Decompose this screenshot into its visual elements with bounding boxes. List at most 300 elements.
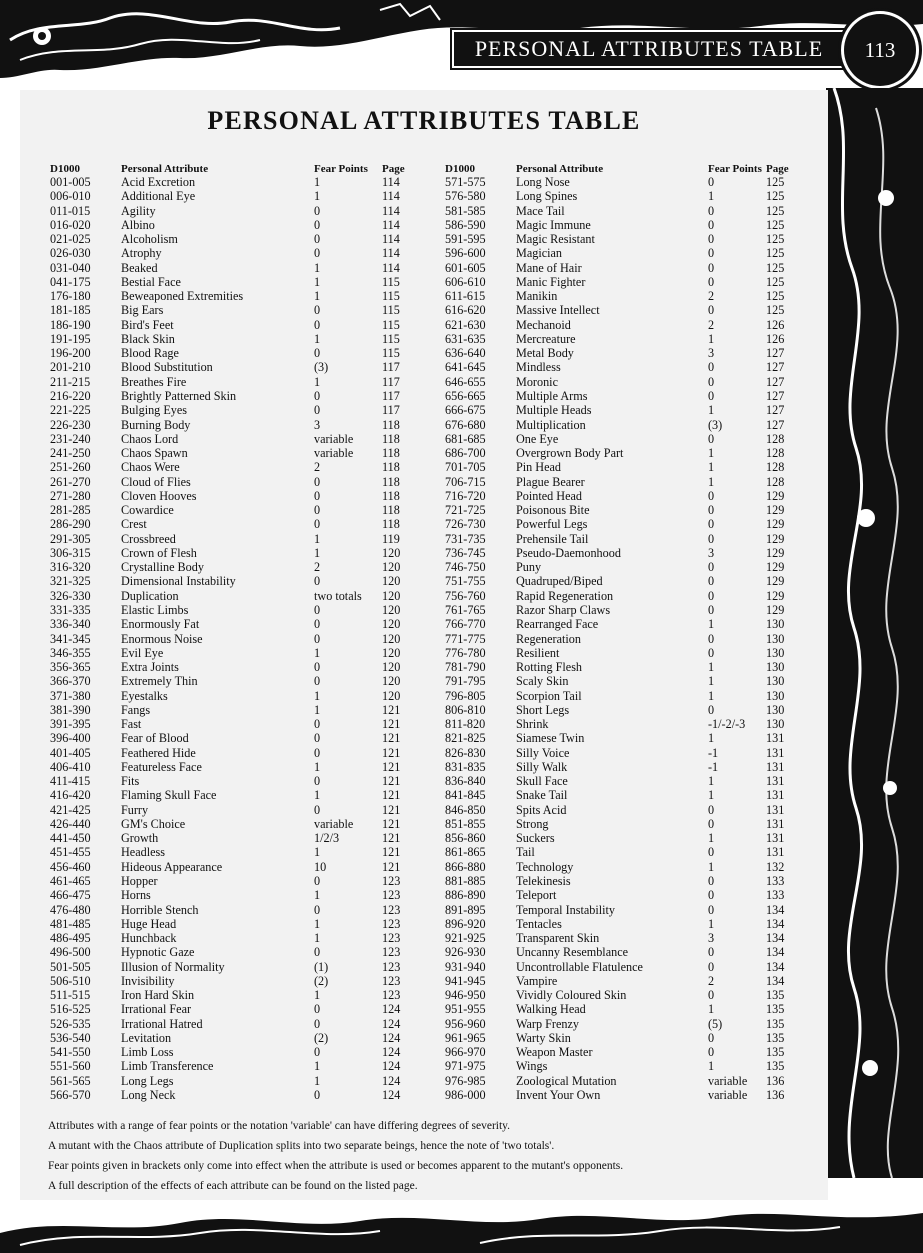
page-ref: 134 <box>766 973 785 988</box>
fear-points: 2 <box>708 973 715 988</box>
attribute-name: Technology <box>516 859 574 874</box>
page-ref: 124 <box>382 1045 401 1060</box>
attribute-name: Pin Head <box>516 460 562 475</box>
attribute-name: Fast <box>121 717 142 732</box>
roll-range: 381-390 <box>50 702 91 717</box>
page-ref: 119 <box>382 531 400 546</box>
table-row <box>445 845 806 859</box>
fear-points: 2 <box>708 289 715 304</box>
attribute-name: Extremely Thin <box>121 674 198 689</box>
page-ref: 123 <box>382 902 401 917</box>
roll-range: 591-595 <box>445 232 486 247</box>
roll-range: 596-600 <box>445 246 486 261</box>
page-ref: 130 <box>766 674 785 689</box>
attribute-name: Limb Loss <box>121 1045 174 1060</box>
attribute-name: Tentacles <box>516 916 562 931</box>
roll-range: 701-705 <box>445 460 486 475</box>
table-row <box>50 375 422 389</box>
fear-points: 0 <box>708 374 715 389</box>
page-ref: 131 <box>766 745 785 760</box>
table-row <box>445 1045 806 1059</box>
fear-points: 0 <box>314 902 321 917</box>
roll-range: 411-415 <box>50 774 91 789</box>
attribute-name: Scaly Skin <box>516 674 569 689</box>
fear-points: 1 <box>708 1002 715 1017</box>
page-ref: 120 <box>382 645 401 660</box>
attribute-name: Evil Eye <box>121 645 164 660</box>
roll-range: 396-400 <box>50 731 91 746</box>
page-ref: 130 <box>766 702 785 717</box>
table-row <box>50 689 422 703</box>
roll-range: 686-700 <box>445 446 486 461</box>
table-row <box>50 988 422 1002</box>
roll-range: 706-715 <box>445 474 486 489</box>
fear-points: 1 <box>314 545 321 560</box>
page-ref: 118 <box>382 431 400 446</box>
col-fear: Fear Points <box>708 163 762 175</box>
fear-points: 3 <box>708 346 715 361</box>
attributes-table-left <box>50 148 422 1102</box>
table-row <box>445 346 806 360</box>
attribute-name: Horrible Stench <box>121 902 199 917</box>
roll-range: 221-225 <box>50 403 91 418</box>
attribute-name: Chaos Were <box>121 460 180 475</box>
page-ref: 125 <box>766 232 785 247</box>
table-row <box>445 418 806 432</box>
page-ref: 130 <box>766 631 785 646</box>
table-row <box>50 261 422 275</box>
fear-points: 0 <box>708 702 715 717</box>
roll-range: 731-735 <box>445 531 486 546</box>
table-row <box>50 860 422 874</box>
table-row <box>50 1074 422 1088</box>
roll-range: 881-885 <box>445 874 486 889</box>
roll-range: 426-440 <box>50 816 91 831</box>
roll-range: 486-495 <box>50 931 91 946</box>
page-number: 113 <box>844 14 916 86</box>
attribute-name: Hunchback <box>121 931 177 946</box>
roll-range: 286-290 <box>50 517 91 532</box>
attribute-name: Beweaponed Extremities <box>121 289 244 304</box>
page-ref: 135 <box>766 1045 785 1060</box>
roll-range: 271-280 <box>50 488 91 503</box>
attribute-name: Magic Resistant <box>516 232 595 247</box>
page-ref: 118 <box>382 417 400 432</box>
roll-range: 966-970 <box>445 1045 486 1060</box>
page-ref: 118 <box>382 474 400 489</box>
page-ref: 120 <box>382 574 401 589</box>
fear-points: 0 <box>708 531 715 546</box>
page-ref: 114 <box>382 175 400 189</box>
fear-points: 0 <box>708 816 715 831</box>
footnotes <box>48 1116 818 1196</box>
table-row <box>445 475 806 489</box>
fear-points: 1/2/3 <box>314 831 340 846</box>
roll-range: 211-215 <box>50 374 91 389</box>
fear-points: 0 <box>708 303 715 318</box>
fear-points: 0 <box>708 588 715 603</box>
table-row <box>50 546 422 560</box>
attributes-panel <box>20 90 828 1200</box>
page-ref: 131 <box>766 788 785 803</box>
table-row <box>445 560 806 574</box>
table-row <box>445 246 806 260</box>
fear-points: 0 <box>708 902 715 917</box>
page-ref: 123 <box>382 874 401 889</box>
table-row <box>445 1017 806 1031</box>
attribute-name: Scorpion Tail <box>516 688 582 703</box>
page-ref: 121 <box>382 845 401 860</box>
attribute-name: Enormously Fat <box>121 617 200 632</box>
roll-range: 751-755 <box>445 574 486 589</box>
page-ref: 121 <box>382 788 401 803</box>
fear-points: 0 <box>708 246 715 261</box>
fear-points: (1) <box>314 959 329 974</box>
fear-points: 0 <box>314 674 321 689</box>
roll-range: 586-590 <box>445 217 486 232</box>
roll-range: 611-615 <box>445 289 486 304</box>
roll-range: 346-355 <box>50 645 91 660</box>
page-ref: 118 <box>382 503 400 518</box>
roll-range: 641-645 <box>445 360 486 375</box>
table-row <box>50 503 422 517</box>
attribute-name: Vividly Coloured Skin <box>516 988 627 1003</box>
page-title: PERSONAL ATTRIBUTES TABLE <box>207 106 641 135</box>
roll-range: 306-315 <box>50 545 91 560</box>
roll-range: 796-805 <box>445 688 486 703</box>
roll-range: 011-015 <box>50 203 91 218</box>
attribute-name: Crossbreed <box>121 531 176 546</box>
attribute-name: Skull Face <box>516 774 568 789</box>
page-ref: 124 <box>382 1002 401 1017</box>
roll-range: 621-630 <box>445 317 486 332</box>
attribute-name: Pointed Head <box>516 488 583 503</box>
roll-range: 511-515 <box>50 988 91 1003</box>
roll-range: 946-950 <box>445 988 486 1003</box>
fear-points: 0 <box>314 660 321 675</box>
fear-points: (3) <box>708 417 723 432</box>
roll-range: 646-655 <box>445 374 486 389</box>
attribute-name: Long Neck <box>121 1088 176 1102</box>
fear-points: 0 <box>708 560 715 575</box>
attribute-name: Resilient <box>516 645 560 660</box>
page-ref: 133 <box>766 874 785 889</box>
attribute-name: Chaos Spawn <box>121 446 188 461</box>
table-row <box>50 1045 422 1059</box>
roll-range: 566-570 <box>50 1088 91 1102</box>
table-row <box>445 660 806 674</box>
attribute-name: Shrink <box>516 717 549 732</box>
attribute-name: Telekinesis <box>516 874 571 889</box>
fear-points: 1 <box>708 189 715 204</box>
attribute-name: Mindless <box>516 360 561 375</box>
fear-points: 0 <box>708 645 715 660</box>
attribute-name: Invent Your Own <box>516 1088 601 1102</box>
table-row <box>50 817 422 831</box>
roll-range: 601-605 <box>445 260 486 275</box>
table-row <box>445 275 806 289</box>
attribute-name: Horns <box>121 888 151 903</box>
attribute-name: Rearranged Face <box>516 617 599 632</box>
table-row <box>50 318 422 332</box>
roll-range: 971-975 <box>445 1059 486 1074</box>
attribute-name: Mace Tail <box>516 203 565 218</box>
fear-points: 0 <box>314 602 321 617</box>
attribute-name: Headless <box>121 845 165 860</box>
attribute-name: Elastic Limbs <box>121 602 189 617</box>
table-row <box>50 560 422 574</box>
fear-points: 0 <box>708 874 715 889</box>
page-ref: 121 <box>382 802 401 817</box>
table-row <box>50 845 422 859</box>
fear-points: 0 <box>314 203 321 218</box>
roll-range: 366-370 <box>50 674 91 689</box>
roll-range: 231-240 <box>50 431 91 446</box>
fear-points: 1 <box>708 660 715 675</box>
page-ref: 124 <box>382 1016 401 1031</box>
attribute-name: Blood Substitution <box>121 360 213 375</box>
attribute-name: Teleport <box>516 888 557 903</box>
page-ref: 127 <box>766 374 785 389</box>
table-row <box>445 674 806 688</box>
side-border-ornament <box>826 88 923 1178</box>
page-ref: 121 <box>382 759 401 774</box>
attribute-name: Bird's Feet <box>121 317 174 332</box>
roll-range: 931-940 <box>445 959 486 974</box>
page-ref: 129 <box>766 588 785 603</box>
roll-range: 771-775 <box>445 631 486 646</box>
page-ref: 115 <box>382 303 400 318</box>
attribute-name: Short Legs <box>516 702 570 717</box>
attribute-name: Hypnotic Gaze <box>121 945 195 960</box>
roll-range: 766-770 <box>445 617 486 632</box>
attribute-name: Cowardice <box>121 503 174 518</box>
roll-range: 191-195 <box>50 331 91 346</box>
table-row <box>445 760 806 774</box>
fear-points: 1 <box>314 531 321 546</box>
attribute-name: Crown of Flesh <box>121 545 197 560</box>
table-row <box>50 232 422 246</box>
attribute-name: Acid Excretion <box>121 175 196 189</box>
table-row <box>445 603 806 617</box>
attribute-name: Snake Tail <box>516 788 568 803</box>
table-row <box>445 689 806 703</box>
table-row <box>50 617 422 631</box>
attribute-name: Walking Head <box>516 1002 586 1017</box>
table-row <box>445 574 806 588</box>
page-ref: 126 <box>766 317 785 332</box>
page-ref: 117 <box>382 388 400 403</box>
fear-points: 0 <box>314 346 321 361</box>
attribute-name: Long Spines <box>516 189 578 204</box>
page-ref: 129 <box>766 560 785 575</box>
table-row <box>50 189 422 203</box>
table-row <box>50 1017 422 1031</box>
table-row <box>445 175 806 189</box>
fear-points: 0 <box>708 260 715 275</box>
fear-points: 0 <box>314 774 321 789</box>
attribute-name: Spits Acid <box>516 802 567 817</box>
fear-points: 0 <box>314 474 321 489</box>
attribute-name: Cloven Hooves <box>121 488 197 503</box>
fear-points: 2 <box>314 460 321 475</box>
page-ref: 135 <box>766 1030 785 1045</box>
fear-points: variable <box>708 1073 748 1088</box>
roll-range: 021-025 <box>50 232 91 247</box>
fear-points: 0 <box>708 388 715 403</box>
roll-range: 676-680 <box>445 417 486 432</box>
roll-range: 656-665 <box>445 388 486 403</box>
fear-points: 0 <box>314 317 321 332</box>
fear-points: 0 <box>314 631 321 646</box>
table-row <box>445 703 806 717</box>
roll-range: 821-825 <box>445 731 486 746</box>
table-row <box>445 931 806 945</box>
table-row <box>445 1002 806 1016</box>
attribute-name: Crest <box>121 517 147 532</box>
fear-points: 10 <box>314 859 327 874</box>
page-ref: 121 <box>382 702 401 717</box>
table-row <box>50 731 422 745</box>
fear-points: 1 <box>314 688 321 703</box>
page-ref: 129 <box>766 602 785 617</box>
page-ref: 120 <box>382 545 401 560</box>
page-ref: 133 <box>766 888 785 903</box>
table-row <box>445 303 806 317</box>
table-row <box>445 774 806 788</box>
attribute-name: Long Nose <box>516 175 570 189</box>
attribute-name: Uncanny Resemblance <box>516 945 629 960</box>
attribute-name: Extra Joints <box>121 660 179 675</box>
page-ref: 131 <box>766 831 785 846</box>
page-ref: 124 <box>382 1059 401 1074</box>
roll-range: 726-730 <box>445 517 486 532</box>
page-ref: 132 <box>766 859 785 874</box>
attribute-name: Hopper <box>121 874 158 889</box>
table-row <box>445 717 806 731</box>
fear-points: 0 <box>314 945 321 960</box>
roll-range: 526-535 <box>50 1016 91 1031</box>
table-body-left <box>50 175 422 1102</box>
roll-range: 806-810 <box>445 702 486 717</box>
page-ref: 121 <box>382 717 401 732</box>
page-ref: 124 <box>382 1030 401 1045</box>
roll-range: 251-260 <box>50 460 91 475</box>
table-row <box>50 917 422 931</box>
fear-points: 1 <box>314 274 321 289</box>
table-row <box>445 546 806 560</box>
page-ref: 120 <box>382 588 401 603</box>
roll-range: 006-010 <box>50 189 91 204</box>
page-ref: 120 <box>382 631 401 646</box>
table-row <box>50 1002 422 1016</box>
roll-range: 281-285 <box>50 503 91 518</box>
table-row <box>445 189 806 203</box>
page-ref: 131 <box>766 759 785 774</box>
roll-range: 716-720 <box>445 488 486 503</box>
attribute-name: Magic Immune <box>516 217 591 232</box>
roll-range: 291-305 <box>50 531 91 546</box>
roll-range: 776-780 <box>445 645 486 660</box>
attribute-name: Silly Walk <box>516 759 568 774</box>
attribute-name: Mane of Hair <box>516 260 582 275</box>
page-ref: 129 <box>766 488 785 503</box>
fear-points: 1 <box>708 774 715 789</box>
table-row <box>445 403 806 417</box>
table-row <box>445 788 806 802</box>
fear-points: 1 <box>314 888 321 903</box>
fear-points: 1 <box>314 845 321 860</box>
table-row <box>50 517 422 531</box>
page-ref: 127 <box>766 403 785 418</box>
attribute-name: Regeneration <box>516 631 581 646</box>
roll-range: 461-465 <box>50 874 91 889</box>
attribute-name: Tail <box>516 845 535 860</box>
page-ref: 131 <box>766 845 785 860</box>
attribute-name: Blood Rage <box>121 346 179 361</box>
page-ref: 118 <box>382 488 400 503</box>
fear-points: (3) <box>314 360 329 375</box>
page-ref: 125 <box>766 246 785 261</box>
roll-range: 331-335 <box>50 602 91 617</box>
fear-points: 0 <box>314 574 321 589</box>
roll-range: 176-180 <box>50 289 91 304</box>
page-ref: 123 <box>382 945 401 960</box>
table-row <box>50 603 422 617</box>
page-ref: 115 <box>382 317 400 332</box>
fear-points: 0 <box>708 945 715 960</box>
attribute-name: Fangs <box>121 702 151 717</box>
page-ref: 134 <box>766 945 785 960</box>
roll-range: 891-895 <box>445 902 486 917</box>
fear-points: 3 <box>708 545 715 560</box>
roll-range: 336-340 <box>50 617 91 632</box>
page-ref: 123 <box>382 973 401 988</box>
attribute-name: Invisibility <box>121 973 175 988</box>
attribute-name: Agility <box>121 203 156 218</box>
table-row <box>50 788 422 802</box>
page-ref: 121 <box>382 831 401 846</box>
fear-points: 0 <box>708 845 715 860</box>
table-row <box>445 232 806 246</box>
table-row <box>445 589 806 603</box>
roll-range: 866-880 <box>445 859 486 874</box>
attribute-name: Enormous Noise <box>121 631 203 646</box>
table-row <box>50 717 422 731</box>
table-row <box>50 646 422 660</box>
roll-range: 636-640 <box>445 346 486 361</box>
table-row <box>50 389 422 403</box>
table-header-row <box>445 148 806 175</box>
roll-range: 941-945 <box>445 973 486 988</box>
page-ref: 134 <box>766 902 785 917</box>
roll-range: 341-345 <box>50 631 91 646</box>
roll-range: 001-005 <box>50 175 91 189</box>
page-ref: 118 <box>382 446 400 461</box>
page-ref: 134 <box>766 931 785 946</box>
page-ref: 131 <box>766 731 785 746</box>
table-row <box>445 746 806 760</box>
attribute-name: Flaming Skull Face <box>121 788 217 803</box>
page-ref: 117 <box>382 360 400 375</box>
table-row <box>50 418 422 432</box>
attribute-name: Albino <box>121 217 155 232</box>
table-row <box>50 874 422 888</box>
table-row <box>445 460 806 474</box>
page-ref: 130 <box>766 660 785 675</box>
roll-range: 371-380 <box>50 688 91 703</box>
table-row <box>50 346 422 360</box>
